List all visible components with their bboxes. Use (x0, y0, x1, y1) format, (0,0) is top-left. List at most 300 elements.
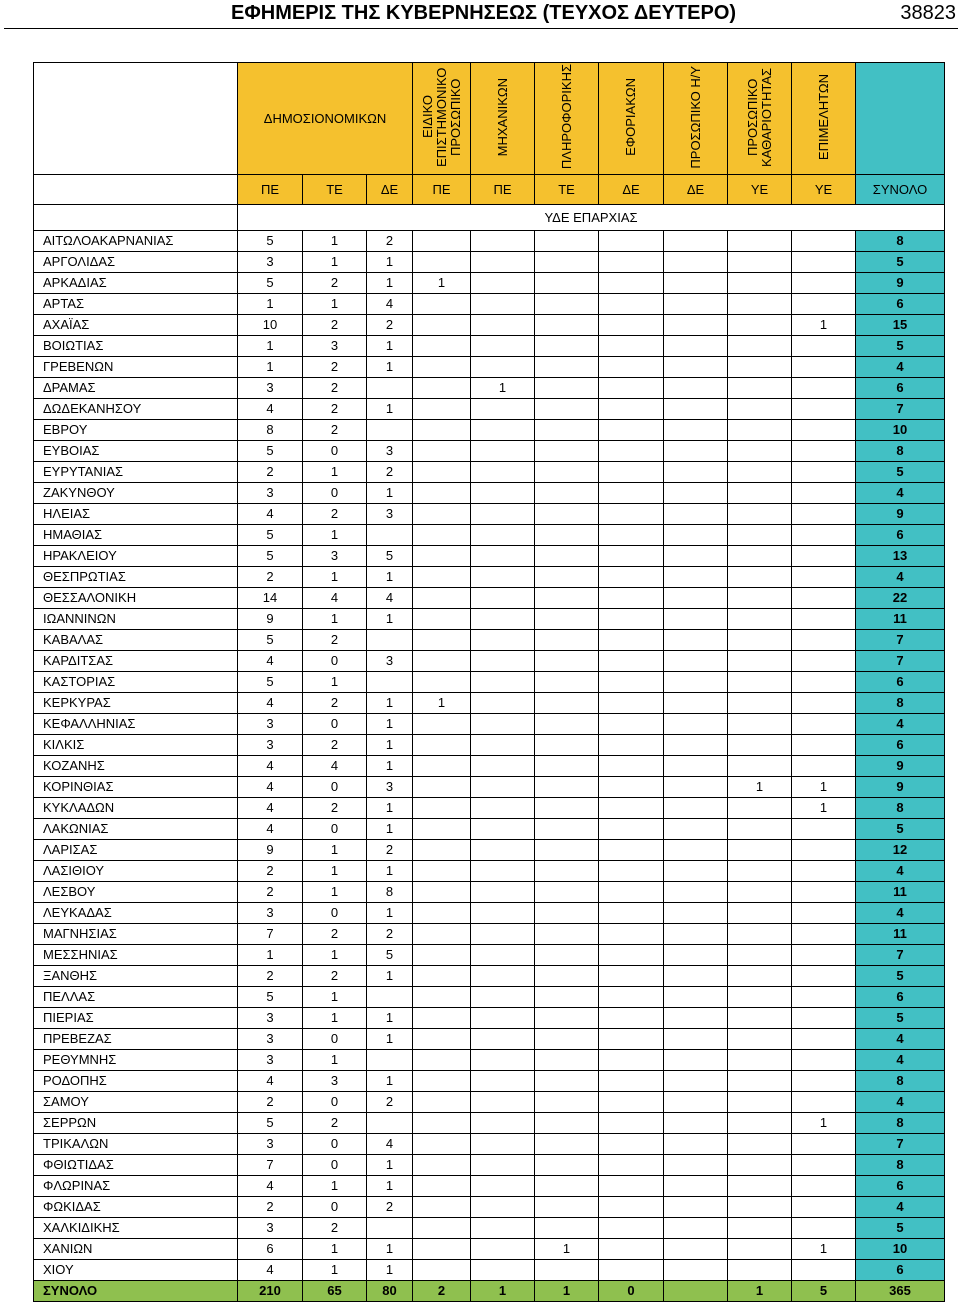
value-cell (599, 462, 664, 483)
region-name: ΛΑΣΙΘΙΟΥ (34, 861, 238, 882)
value-cell: 2 (303, 504, 367, 525)
row-total-cell: 8 (856, 1113, 945, 1134)
value-cell (599, 504, 664, 525)
value-cell (599, 987, 664, 1008)
value-cell (728, 483, 792, 504)
value-cell (728, 840, 792, 861)
page-header (0, 0, 960, 28)
value-cell (367, 672, 413, 693)
value-cell: 1 (303, 1050, 367, 1071)
table-row (34, 651, 945, 672)
value-cell (471, 672, 535, 693)
row-total-cell: 11 (856, 882, 945, 903)
level-header-cell: ΤΕ (303, 175, 367, 205)
table-row (34, 252, 945, 273)
value-cell (792, 231, 856, 252)
row-total-cell: 6 (856, 294, 945, 315)
value-cell (535, 924, 599, 945)
value-cell (471, 840, 535, 861)
value-cell (664, 1092, 728, 1113)
value-cell (792, 1008, 856, 1029)
value-cell (792, 945, 856, 966)
level-header-cell: ΥΕ (728, 175, 792, 205)
table-row (34, 1029, 945, 1050)
value-cell: 4 (238, 819, 303, 840)
value-cell: 10 (238, 315, 303, 336)
row-total-cell: 4 (856, 861, 945, 882)
value-cell (471, 462, 535, 483)
value-cell (728, 735, 792, 756)
value-cell (792, 1134, 856, 1155)
value-cell (413, 441, 471, 462)
value-cell: 1 (792, 777, 856, 798)
value-cell: 2 (238, 861, 303, 882)
value-cell (413, 588, 471, 609)
value-cell: 4 (238, 693, 303, 714)
value-cell (535, 945, 599, 966)
value-cell (535, 525, 599, 546)
value-cell (599, 399, 664, 420)
row-total-cell: 5 (856, 462, 945, 483)
region-name: ΠΙΕΡΙΑΣ (34, 1008, 238, 1029)
value-cell (413, 735, 471, 756)
value-cell: 0 (303, 903, 367, 924)
region-name: ΠΕΛΛΑΣ (34, 987, 238, 1008)
region-name: ΑΡΓΟΛΙΔΑΣ (34, 252, 238, 273)
level-header-cell: ΤΕ (535, 175, 599, 205)
value-cell: 1 (238, 294, 303, 315)
value-cell (535, 861, 599, 882)
value-cell (413, 1260, 471, 1281)
value-cell (599, 840, 664, 861)
group-header-label: ΔΗΜΟΣΙΟΝΟΜΙΚΩΝ (263, 110, 387, 126)
value-cell (535, 588, 599, 609)
value-cell (599, 1071, 664, 1092)
value-cell (664, 840, 728, 861)
value-cell (367, 630, 413, 651)
page-title: ΕΦΗΜΕΡΙΣ ΤΗΣ ΚΥΒΕΡΝΗΣΕΩΣ (ΤΕΥΧΟΣ ΔΕΥΤΕΡΟ) (231, 2, 737, 24)
value-cell: 2 (238, 966, 303, 987)
table-row (34, 756, 945, 777)
value-cell (413, 1092, 471, 1113)
value-cell: 1 (367, 798, 413, 819)
row-total-cell: 5 (856, 819, 945, 840)
value-cell (413, 672, 471, 693)
value-cell (471, 1008, 535, 1029)
value-cell (471, 1113, 535, 1134)
value-cell (535, 420, 599, 441)
value-cell (413, 903, 471, 924)
value-cell (728, 1239, 792, 1260)
region-name: ΒΟΙΩΤΙΑΣ (34, 336, 238, 357)
value-cell (792, 861, 856, 882)
value-cell (471, 1218, 535, 1239)
value-cell (413, 882, 471, 903)
value-cell (471, 735, 535, 756)
row-total-cell: 7 (856, 651, 945, 672)
value-cell: 4 (367, 1134, 413, 1155)
value-cell: 3 (303, 1071, 367, 1092)
value-cell (792, 399, 856, 420)
value-cell: 2 (238, 1197, 303, 1218)
value-cell (413, 1050, 471, 1071)
value-cell (728, 903, 792, 924)
value-cell (413, 1071, 471, 1092)
value-cell (599, 1239, 664, 1260)
value-cell (471, 588, 535, 609)
value-cell (599, 315, 664, 336)
value-cell (413, 294, 471, 315)
value-cell: 5 (367, 945, 413, 966)
value-cell (471, 252, 535, 273)
value-cell: 0 (303, 819, 367, 840)
value-cell (413, 1239, 471, 1260)
value-cell (535, 651, 599, 672)
region-name: ΕΥΡΥΤΑΝΙΑΣ (34, 462, 238, 483)
group-header-epimeliton (792, 63, 856, 175)
row-total-cell: 5 (856, 966, 945, 987)
value-cell: 8 (238, 420, 303, 441)
region-name: ΑΙΤΩΛΟΑΚΑΡΝΑΝΙΑΣ (34, 231, 238, 252)
value-cell (728, 1155, 792, 1176)
value-cell (728, 798, 792, 819)
value-cell (413, 336, 471, 357)
region-name: ΦΘΙΩΤΙΔΑΣ (34, 1155, 238, 1176)
value-cell (792, 525, 856, 546)
value-cell (535, 1176, 599, 1197)
value-cell (471, 1155, 535, 1176)
row-total-cell: 8 (856, 1071, 945, 1092)
value-cell (599, 693, 664, 714)
value-cell (664, 756, 728, 777)
value-cell: 1 (792, 798, 856, 819)
value-cell: 1 (367, 1260, 413, 1281)
table-row (34, 672, 945, 693)
row-total-cell: 6 (856, 378, 945, 399)
region-name: ΚΟΡΙΝΘΙΑΣ (34, 777, 238, 798)
value-cell: 1 (303, 840, 367, 861)
table-row (34, 1197, 945, 1218)
value-cell (792, 1197, 856, 1218)
value-cell (535, 483, 599, 504)
page-number: 38823 (900, 2, 956, 24)
value-cell: 2 (303, 735, 367, 756)
value-cell (471, 714, 535, 735)
value-cell (599, 1197, 664, 1218)
value-cell (535, 294, 599, 315)
value-cell: 5 (238, 987, 303, 1008)
level-header-cell: ΠΕ (413, 175, 471, 205)
value-cell (471, 567, 535, 588)
row-total-cell: 4 (856, 1197, 945, 1218)
value-cell (792, 1050, 856, 1071)
value-cell (535, 1050, 599, 1071)
value-cell (728, 1197, 792, 1218)
region-name: ΛΑΡΙΣΑΣ (34, 840, 238, 861)
value-cell (728, 588, 792, 609)
row-total-cell: 5 (856, 1218, 945, 1239)
table-row (34, 1071, 945, 1092)
value-cell (471, 420, 535, 441)
value-cell (664, 651, 728, 672)
value-cell: 2 (303, 1218, 367, 1239)
value-cell (413, 861, 471, 882)
value-cell (664, 273, 728, 294)
value-cell (599, 903, 664, 924)
value-cell (728, 1260, 792, 1281)
value-cell: 4 (238, 798, 303, 819)
value-cell: 1 (367, 756, 413, 777)
value-cell (471, 609, 535, 630)
value-cell: 1 (303, 1239, 367, 1260)
value-cell: 2 (303, 798, 367, 819)
row-total-cell: 9 (856, 504, 945, 525)
value-cell: 9 (238, 609, 303, 630)
value-cell (664, 1134, 728, 1155)
level-header-cell: ΔΕ (599, 175, 664, 205)
value-cell (792, 966, 856, 987)
value-cell (599, 966, 664, 987)
value-cell: 2 (303, 693, 367, 714)
value-cell (664, 294, 728, 315)
value-cell: 1 (303, 609, 367, 630)
value-cell (664, 504, 728, 525)
value-cell (728, 693, 792, 714)
table-row (34, 630, 945, 651)
value-cell (664, 693, 728, 714)
value-cell (664, 735, 728, 756)
region-name: ΡΟΔΟΠΗΣ (34, 1071, 238, 1092)
value-cell (792, 546, 856, 567)
total-value-cell: 1 (471, 1281, 535, 1302)
value-cell: 5 (238, 441, 303, 462)
value-cell (664, 315, 728, 336)
value-cell (599, 798, 664, 819)
value-cell (664, 1176, 728, 1197)
value-cell: 8 (367, 882, 413, 903)
value-cell (535, 1008, 599, 1029)
row-total-cell: 4 (856, 1029, 945, 1050)
value-cell: 1 (367, 1155, 413, 1176)
group-header-katharioтitas (728, 63, 792, 175)
value-cell (792, 588, 856, 609)
value-cell (471, 861, 535, 882)
corner-cell (34, 175, 238, 205)
total-value-cell: 365 (856, 1281, 945, 1302)
value-cell: 3 (238, 1134, 303, 1155)
value-cell (535, 777, 599, 798)
value-cell: 3 (367, 441, 413, 462)
row-total-cell: 15 (856, 315, 945, 336)
value-cell (471, 903, 535, 924)
value-cell (728, 357, 792, 378)
region-name: ΣΑΜΟΥ (34, 1092, 238, 1113)
table-row (34, 924, 945, 945)
value-cell (367, 1218, 413, 1239)
value-cell (471, 798, 535, 819)
value-cell (471, 336, 535, 357)
corner-cell (34, 63, 238, 175)
row-total-cell: 8 (856, 798, 945, 819)
value-cell (728, 336, 792, 357)
table-row (34, 336, 945, 357)
value-cell (792, 609, 856, 630)
value-cell: 5 (367, 546, 413, 567)
value-cell (413, 420, 471, 441)
row-total-cell: 6 (856, 735, 945, 756)
value-cell (413, 630, 471, 651)
value-cell: 1 (367, 336, 413, 357)
value-cell (792, 882, 856, 903)
group-header-row (34, 63, 945, 175)
value-cell (599, 861, 664, 882)
value-cell (599, 1092, 664, 1113)
row-total-cell: 4 (856, 714, 945, 735)
table-row (34, 1155, 945, 1176)
value-cell: 3 (238, 903, 303, 924)
value-cell (535, 966, 599, 987)
value-cell (413, 378, 471, 399)
value-cell (367, 1113, 413, 1134)
value-cell (535, 546, 599, 567)
table-row (34, 399, 945, 420)
table-body (34, 63, 945, 1302)
value-cell (471, 882, 535, 903)
value-cell (413, 546, 471, 567)
value-cell (599, 1029, 664, 1050)
row-total-cell: 5 (856, 252, 945, 273)
level-header-cell: ΥΕ (792, 175, 856, 205)
value-cell: 4 (238, 651, 303, 672)
value-cell (792, 1029, 856, 1050)
value-cell: 7 (238, 924, 303, 945)
value-cell (664, 966, 728, 987)
total-value-cell: 80 (367, 1281, 413, 1302)
value-cell (599, 672, 664, 693)
value-cell (728, 252, 792, 273)
value-cell (599, 882, 664, 903)
value-cell (664, 1050, 728, 1071)
region-name: ΚΑΒΑΛΑΣ (34, 630, 238, 651)
value-cell (471, 924, 535, 945)
value-cell: 4 (238, 756, 303, 777)
value-cell (413, 399, 471, 420)
value-cell (792, 567, 856, 588)
value-cell (471, 756, 535, 777)
value-cell (792, 840, 856, 861)
value-cell (792, 924, 856, 945)
value-cell (664, 1218, 728, 1239)
value-cell (664, 672, 728, 693)
value-cell (535, 357, 599, 378)
value-cell: 5 (238, 630, 303, 651)
value-cell (792, 672, 856, 693)
row-total-cell: 13 (856, 546, 945, 567)
group-header-dimosionomikon (238, 63, 413, 175)
value-cell: 1 (238, 945, 303, 966)
region-name: ΚΙΛΚΙΣ (34, 735, 238, 756)
value-cell (599, 378, 664, 399)
value-cell (664, 987, 728, 1008)
value-cell (535, 567, 599, 588)
value-cell (599, 336, 664, 357)
value-cell (728, 672, 792, 693)
section-row (34, 205, 945, 231)
value-cell (471, 1176, 535, 1197)
region-name: ΛΑΚΩΝΙΑΣ (34, 819, 238, 840)
row-total-cell: 10 (856, 1239, 945, 1260)
value-cell: 0 (303, 651, 367, 672)
table-row (34, 1239, 945, 1260)
value-cell (664, 714, 728, 735)
value-cell: 1 (367, 1176, 413, 1197)
region-name: ΜΕΣΣΗΝΙΑΣ (34, 945, 238, 966)
value-cell (728, 1176, 792, 1197)
value-cell (471, 1050, 535, 1071)
value-cell (728, 819, 792, 840)
value-cell (728, 630, 792, 651)
value-cell (599, 1176, 664, 1197)
value-cell (728, 966, 792, 987)
value-cell: 1 (367, 357, 413, 378)
table-row (34, 945, 945, 966)
value-cell: 1 (367, 693, 413, 714)
value-cell (471, 315, 535, 336)
value-cell (413, 1197, 471, 1218)
value-cell (535, 882, 599, 903)
group-header-label: ΠΡΟΣΩΠΙΚΟ Η/Υ (687, 65, 703, 169)
table-row (34, 840, 945, 861)
value-cell: 1 (367, 273, 413, 294)
value-cell (664, 441, 728, 462)
table-row (34, 609, 945, 630)
value-cell (535, 378, 599, 399)
value-cell (664, 1260, 728, 1281)
value-cell (471, 399, 535, 420)
value-cell (535, 1071, 599, 1092)
value-cell (728, 1134, 792, 1155)
total-header-blank (856, 63, 945, 175)
group-header-pliroforikis (535, 63, 599, 175)
group-header-label: ΕΙΔΙΚΟ ΕΠΙΣΤΗΜΟΝΙΚΟ ΠΡΟΣΩΠΙΚΟ (419, 67, 463, 167)
group-header-label: ΠΡΟΣΩΠΙΚΟ ΚΑΘΑΡΙΟΤΗΤΑΣ (744, 67, 774, 167)
value-cell (792, 693, 856, 714)
region-name: ΜΑΓΝΗΣΙΑΣ (34, 924, 238, 945)
value-cell (535, 315, 599, 336)
value-cell: 1 (367, 966, 413, 987)
value-cell (413, 567, 471, 588)
value-cell: 4 (367, 588, 413, 609)
region-name: ΕΒΡΟΥ (34, 420, 238, 441)
table-row (34, 483, 945, 504)
value-cell: 1 (413, 273, 471, 294)
value-cell (664, 336, 728, 357)
value-cell: 2 (238, 462, 303, 483)
value-cell (664, 1113, 728, 1134)
row-total-cell: 4 (856, 1050, 945, 1071)
table-row (34, 1050, 945, 1071)
value-cell (413, 483, 471, 504)
region-name: ΓΡΕΒΕΝΩΝ (34, 357, 238, 378)
value-cell (792, 252, 856, 273)
value-cell (664, 483, 728, 504)
value-cell (664, 1071, 728, 1092)
value-cell (535, 1113, 599, 1134)
value-cell (413, 945, 471, 966)
value-cell: 5 (238, 546, 303, 567)
value-cell (413, 1134, 471, 1155)
total-value-cell: 210 (238, 1281, 303, 1302)
